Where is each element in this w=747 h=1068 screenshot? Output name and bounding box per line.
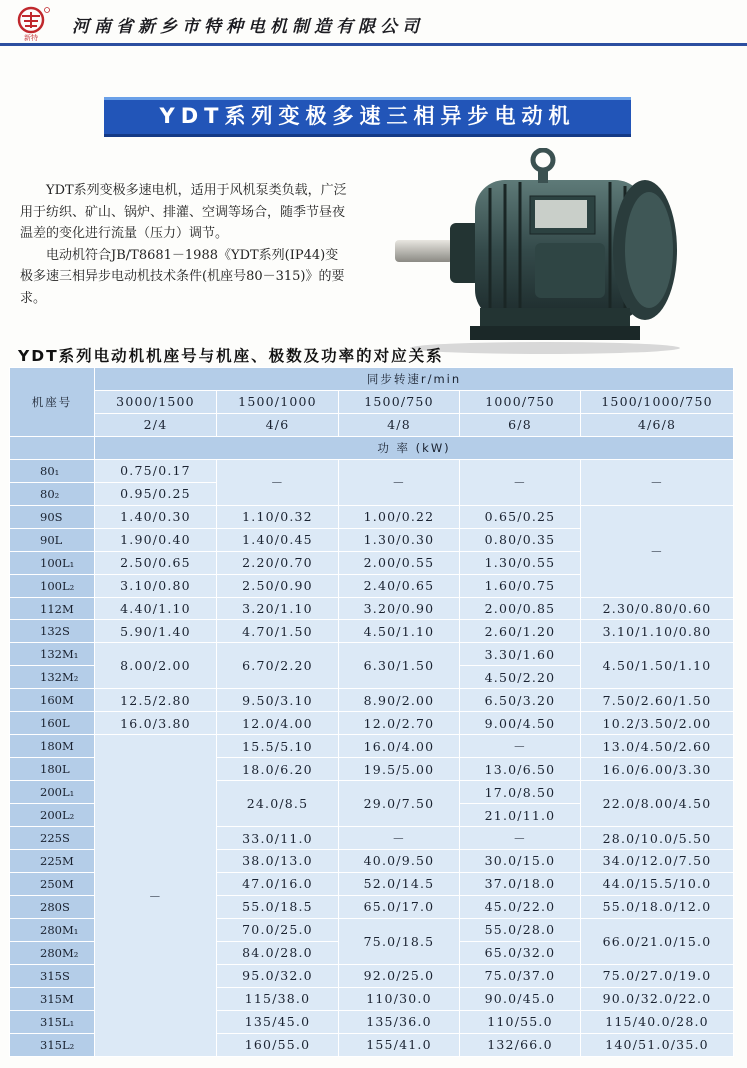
poles-cell: 4/8 [339, 413, 460, 436]
intro-paragraph-2: 电动机符合JB/T8681－1988《YDT系列(IP44)变极多速三相异步电动机技术条件(机座号80－315)》的要求。 [20, 247, 345, 306]
value-cell: 66.0/21.0/15.0 [581, 918, 734, 964]
value-cell: 13.0/6.50 [460, 758, 581, 781]
value-cell: 3.30/1.60 [460, 643, 581, 666]
value-cell: 8.90/2.00 [339, 689, 460, 712]
value-cell: 4.40/1.10 [95, 597, 217, 620]
table-row [10, 505, 734, 528]
table-row [10, 620, 734, 643]
value-cell: 132/66.0 [460, 1033, 581, 1056]
company-name: 河南省新乡市特种电机制造有限公司 [72, 17, 424, 37]
value-cell: 34.0/12.0/7.50 [581, 850, 734, 873]
frame-cell: 180L [10, 758, 95, 781]
value-cell: 40.0/9.50 [339, 850, 460, 873]
frame-cell: 280M₁ [10, 918, 95, 941]
value-cell: 155/41.0 [339, 1033, 460, 1056]
value-cell: 135/36.0 [339, 1010, 460, 1033]
value-cell: 28.0/10.0/5.50 [581, 827, 734, 850]
power-header: 功 率 (kW) [95, 436, 734, 459]
value-cell: 21.0/11.0 [460, 804, 581, 827]
value-cell: 16.0/4.00 [339, 735, 460, 758]
frame-cell: 200L₂ [10, 804, 95, 827]
frame-header: 机座号 [10, 368, 95, 437]
frame-cell: 90L [10, 528, 95, 551]
value-cell: 110/30.0 [339, 987, 460, 1010]
value-cell: 0.95/0.25 [95, 482, 217, 505]
speed-cell: 1500/1000 [217, 390, 339, 413]
frame-cell: 132M₂ [10, 666, 95, 689]
header-row-speed [10, 368, 734, 391]
value-cell: 9.00/4.50 [460, 712, 581, 735]
value-cell: － [460, 459, 581, 505]
spec-table [9, 367, 734, 1057]
value-cell: 75.0/27.0/19.0 [581, 964, 734, 987]
value-cell: 2.00/0.85 [460, 597, 581, 620]
value-cell: 10.2/3.50/2.00 [581, 712, 734, 735]
motor-photo [395, 148, 695, 358]
value-cell: 3.10/1.10/0.80 [581, 620, 734, 643]
frame-cell: 250M [10, 872, 95, 895]
value-cell: 12.0/4.00 [217, 712, 339, 735]
value-cell: 110/55.0 [460, 1010, 581, 1033]
value-cell: 0.80/0.35 [460, 528, 581, 551]
value-cell: 2.20/0.70 [217, 551, 339, 574]
value-cell: 7.50/2.60/1.50 [581, 689, 734, 712]
frame-cell: 315M [10, 987, 95, 1010]
value-cell: 65.0/17.0 [339, 895, 460, 918]
value-cell: 24.0/8.5 [217, 781, 339, 827]
value-cell: 13.0/4.50/2.60 [581, 735, 734, 758]
value-cell: 55.0/18.5 [217, 895, 339, 918]
value-cell: 9.50/3.10 [217, 689, 339, 712]
frame-cell: 315L₂ [10, 1033, 95, 1056]
frame-cell: 315L₁ [10, 1010, 95, 1033]
value-cell: 160/55.0 [217, 1033, 339, 1056]
value-cell: 29.0/7.50 [339, 781, 460, 827]
value-cell: 33.0/11.0 [217, 827, 339, 850]
speed-cell: 1500/750 [339, 390, 460, 413]
value-cell: － [460, 827, 581, 850]
page-title: YDT系列变极多速三相异步电动机 [104, 97, 631, 137]
value-cell: 5.90/1.40 [95, 620, 217, 643]
frame-cell: 280S [10, 895, 95, 918]
value-cell: 12.5/2.80 [95, 689, 217, 712]
value-cell: 90.0/45.0 [460, 987, 581, 1010]
value-cell: 6.50/3.20 [460, 689, 581, 712]
table-title: YDT系列电动机机座号与机座、极数及功率的对应关系 [18, 347, 444, 365]
speed-header: 同步转速r/min [95, 368, 734, 391]
company-logo [14, 6, 52, 42]
frame-cell: 160L [10, 712, 95, 735]
value-cell: 38.0/13.0 [217, 850, 339, 873]
value-cell: 19.5/5.00 [339, 758, 460, 781]
value-cell: 18.0/6.20 [217, 758, 339, 781]
value-cell: － [95, 735, 217, 1057]
frame-cell: 225S [10, 827, 95, 850]
frame-cell: 200L₁ [10, 781, 95, 804]
poles-cell: 4/6 [217, 413, 339, 436]
value-cell: － [460, 735, 581, 758]
frame-cell: 160M [10, 689, 95, 712]
table-row [10, 459, 734, 482]
value-cell: 2.60/1.20 [460, 620, 581, 643]
value-cell: 4.50/2.20 [460, 666, 581, 689]
value-cell: 4.50/1.50/1.10 [581, 643, 734, 689]
value-cell: 1.40/0.30 [95, 505, 217, 528]
frame-cell: 80₂ [10, 482, 95, 505]
table-row [10, 597, 734, 620]
header-row-speeds [10, 390, 734, 413]
value-cell: 4.70/1.50 [217, 620, 339, 643]
value-cell: 65.0/32.0 [460, 941, 581, 964]
value-cell: 52.0/14.5 [339, 872, 460, 895]
value-cell: 1.40/0.45 [217, 528, 339, 551]
value-cell: 3.20/0.90 [339, 597, 460, 620]
value-cell: － [217, 459, 339, 505]
frame-cell: 132S [10, 620, 95, 643]
poles-cell: 6/8 [460, 413, 581, 436]
header-row-power [10, 436, 734, 459]
value-cell: 75.0/37.0 [460, 964, 581, 987]
poles-cell: 2/4 [95, 413, 217, 436]
frame-cell: 100L₂ [10, 574, 95, 597]
value-cell: 2.00/0.55 [339, 551, 460, 574]
value-cell: 115/38.0 [217, 987, 339, 1010]
value-cell: 75.0/18.5 [339, 918, 460, 964]
value-cell: 92.0/25.0 [339, 964, 460, 987]
speed-cell: 3000/1500 [95, 390, 217, 413]
value-cell: 6.70/2.20 [217, 643, 339, 689]
speed-cell: 1500/1000/750 [581, 390, 734, 413]
frame-cell: 280M₂ [10, 941, 95, 964]
value-cell: 1.30/0.30 [339, 528, 460, 551]
value-cell: 1.30/0.55 [460, 551, 581, 574]
table-row [10, 712, 734, 735]
poles-cell: 4/6/8 [581, 413, 734, 436]
value-cell: 0.65/0.25 [460, 505, 581, 528]
value-cell: 0.75/0.17 [95, 459, 217, 482]
value-cell: 2.50/0.90 [217, 574, 339, 597]
value-cell: 140/51.0/35.0 [581, 1033, 734, 1056]
frame-cell: 112M [10, 597, 95, 620]
value-cell: 84.0/28.0 [217, 941, 339, 964]
speed-cell: 1000/750 [460, 390, 581, 413]
value-cell: 115/40.0/28.0 [581, 1010, 734, 1033]
value-cell: 1.90/0.40 [95, 528, 217, 551]
frame-cell: 132M₁ [10, 643, 95, 666]
header-row-poles [10, 413, 734, 436]
value-cell: 3.20/1.10 [217, 597, 339, 620]
value-cell: － [581, 505, 734, 597]
value-cell: 70.0/25.0 [217, 918, 339, 941]
value-cell: 30.0/15.0 [460, 850, 581, 873]
value-cell: 2.50/0.65 [95, 551, 217, 574]
svg-text:新特: 新特 [24, 34, 38, 42]
value-cell: 22.0/8.00/4.50 [581, 781, 734, 827]
value-cell: 16.0/6.00/3.30 [581, 758, 734, 781]
frame-cell: 100L₁ [10, 551, 95, 574]
value-cell: 55.0/18.0/12.0 [581, 895, 734, 918]
value-cell: － [339, 827, 460, 850]
value-cell: 37.0/18.0 [460, 872, 581, 895]
table-row [10, 689, 734, 712]
value-cell: － [339, 459, 460, 505]
value-cell: 44.0/15.5/10.0 [581, 872, 734, 895]
table-row [10, 643, 734, 666]
intro-text [20, 180, 350, 309]
page-header [0, 0, 747, 46]
value-cell: 135/45.0 [217, 1010, 339, 1033]
value-cell: 4.50/1.10 [339, 620, 460, 643]
value-cell: 95.0/32.0 [217, 964, 339, 987]
frame-cell: 225M [10, 850, 95, 873]
value-cell: 16.0/3.80 [95, 712, 217, 735]
value-cell: 1.60/0.75 [460, 574, 581, 597]
value-cell: 15.5/5.10 [217, 735, 339, 758]
value-cell: 17.0/8.50 [460, 781, 581, 804]
frame-cell: 180M [10, 735, 95, 758]
value-cell: 6.30/1.50 [339, 643, 460, 689]
value-cell: － [581, 459, 734, 505]
frame-cell: 80₁ [10, 459, 95, 482]
value-cell: 8.00/2.00 [95, 643, 217, 689]
value-cell: 2.40/0.65 [339, 574, 460, 597]
value-cell: 1.10/0.32 [217, 505, 339, 528]
value-cell: 47.0/16.0 [217, 872, 339, 895]
value-cell: 55.0/28.0 [460, 918, 581, 941]
value-cell: 1.00/0.22 [339, 505, 460, 528]
frame-cell: 90S [10, 505, 95, 528]
value-cell: 45.0/22.0 [460, 895, 581, 918]
intro-paragraph-1: YDT系列变极多速电机，适用于风机泵类负载，广泛用于纺织、矿山、锅炉、排灌、空调等场合，随季节昼夜温差的变化进行流量（压力）调节。 [20, 183, 347, 241]
table-row [10, 735, 734, 758]
value-cell: 2.30/0.80/0.60 [581, 597, 734, 620]
power-header-spacer [10, 436, 95, 459]
frame-cell: 315S [10, 964, 95, 987]
header-divider [0, 43, 747, 46]
value-cell: 90.0/32.0/22.0 [581, 987, 734, 1010]
value-cell: 12.0/2.70 [339, 712, 460, 735]
value-cell: 3.10/0.80 [95, 574, 217, 597]
